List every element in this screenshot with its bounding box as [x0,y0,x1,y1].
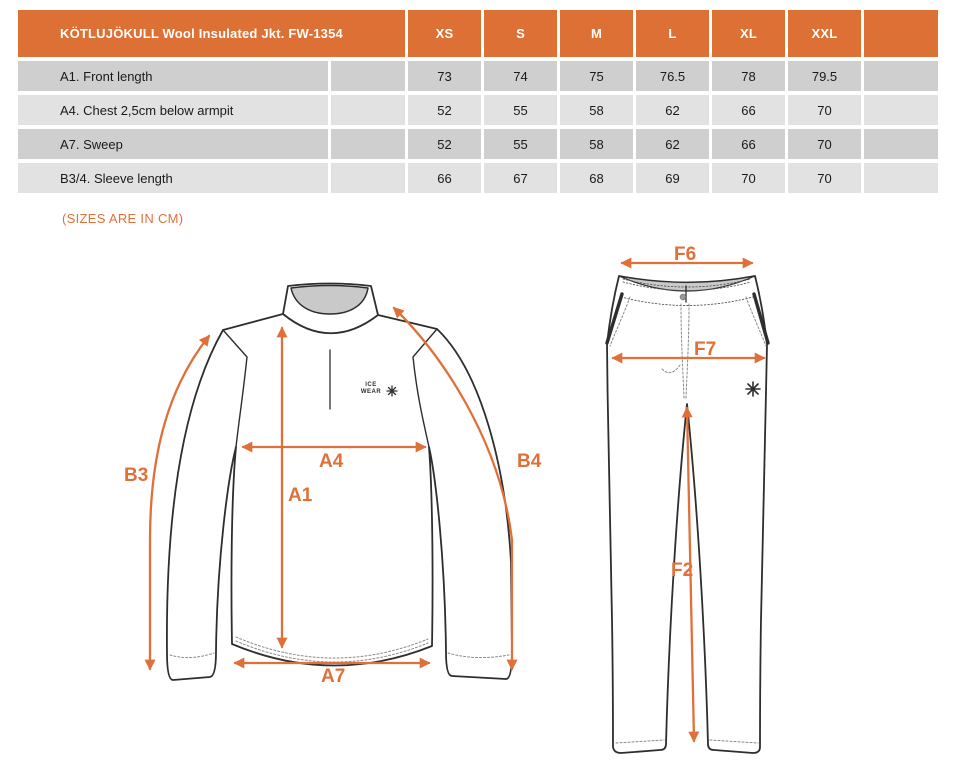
label-b3: B3 [124,465,149,486]
cell-value: 73 [408,61,481,91]
label-a4: A4 [319,451,344,472]
size-header-m: M [560,10,633,57]
row-label: A1. Front length [18,61,328,91]
cell-value: 52 [408,95,481,125]
cell-value: 68 [560,163,633,193]
label-f7: F7 [694,339,717,360]
cell-value: 75 [560,61,633,91]
cell-value: 79.5 [788,61,861,91]
jacket-drawing [167,284,512,681]
cell-value: 58 [560,129,633,159]
cell-value: 66 [712,129,785,159]
label-f6: F6 [674,244,697,265]
sizes-note: (SIZES ARE IN CM) [62,211,184,226]
cell-value: 70 [788,129,861,159]
cell-value: 76.5 [636,61,709,91]
size-header-l: L [636,10,709,57]
jacket-snowflake-icon [387,386,397,396]
size-header-xxl: XXL [788,10,861,57]
cell-value: 70 [788,95,861,125]
row-label: A7. Sweep [18,129,328,159]
cell-value: 69 [636,163,709,193]
brand-logo-line1: ICE [365,382,377,388]
cell-value: 70 [712,163,785,193]
row-label: B3/4. Sleeve length [18,163,328,193]
label-f2: F2 [671,560,694,581]
cell-value: 52 [408,129,481,159]
cell-value: 62 [636,95,709,125]
cell-value: 58 [560,95,633,125]
size-header-xl: XL [712,10,785,57]
cell-value: 74 [484,61,557,91]
label-b4: B4 [517,451,542,472]
cell-value: 66 [408,163,481,193]
cell-value: 78 [712,61,785,91]
brand-logo [358,382,384,396]
table-title: KÖTLUJÖKULL Wool Insulated Jkt. FW-1354 [18,10,405,57]
cell-value: 55 [484,95,557,125]
row-label: A4. Chest 2,5cm below armpit [18,95,328,125]
label-a1: A1 [288,485,313,506]
size-header-s: S [484,10,557,57]
cell-value: 70 [788,163,861,193]
cell-value: 62 [636,129,709,159]
pants-snowflake-icon [746,382,760,396]
cell-value: 66 [712,95,785,125]
label-a7: A7 [321,666,346,687]
cell-value: 67 [484,163,557,193]
cell-value: 55 [484,129,557,159]
size-header-xs: XS [408,10,481,57]
brand-logo-line2: WEAR [360,389,382,395]
pants-drawing [607,276,768,753]
